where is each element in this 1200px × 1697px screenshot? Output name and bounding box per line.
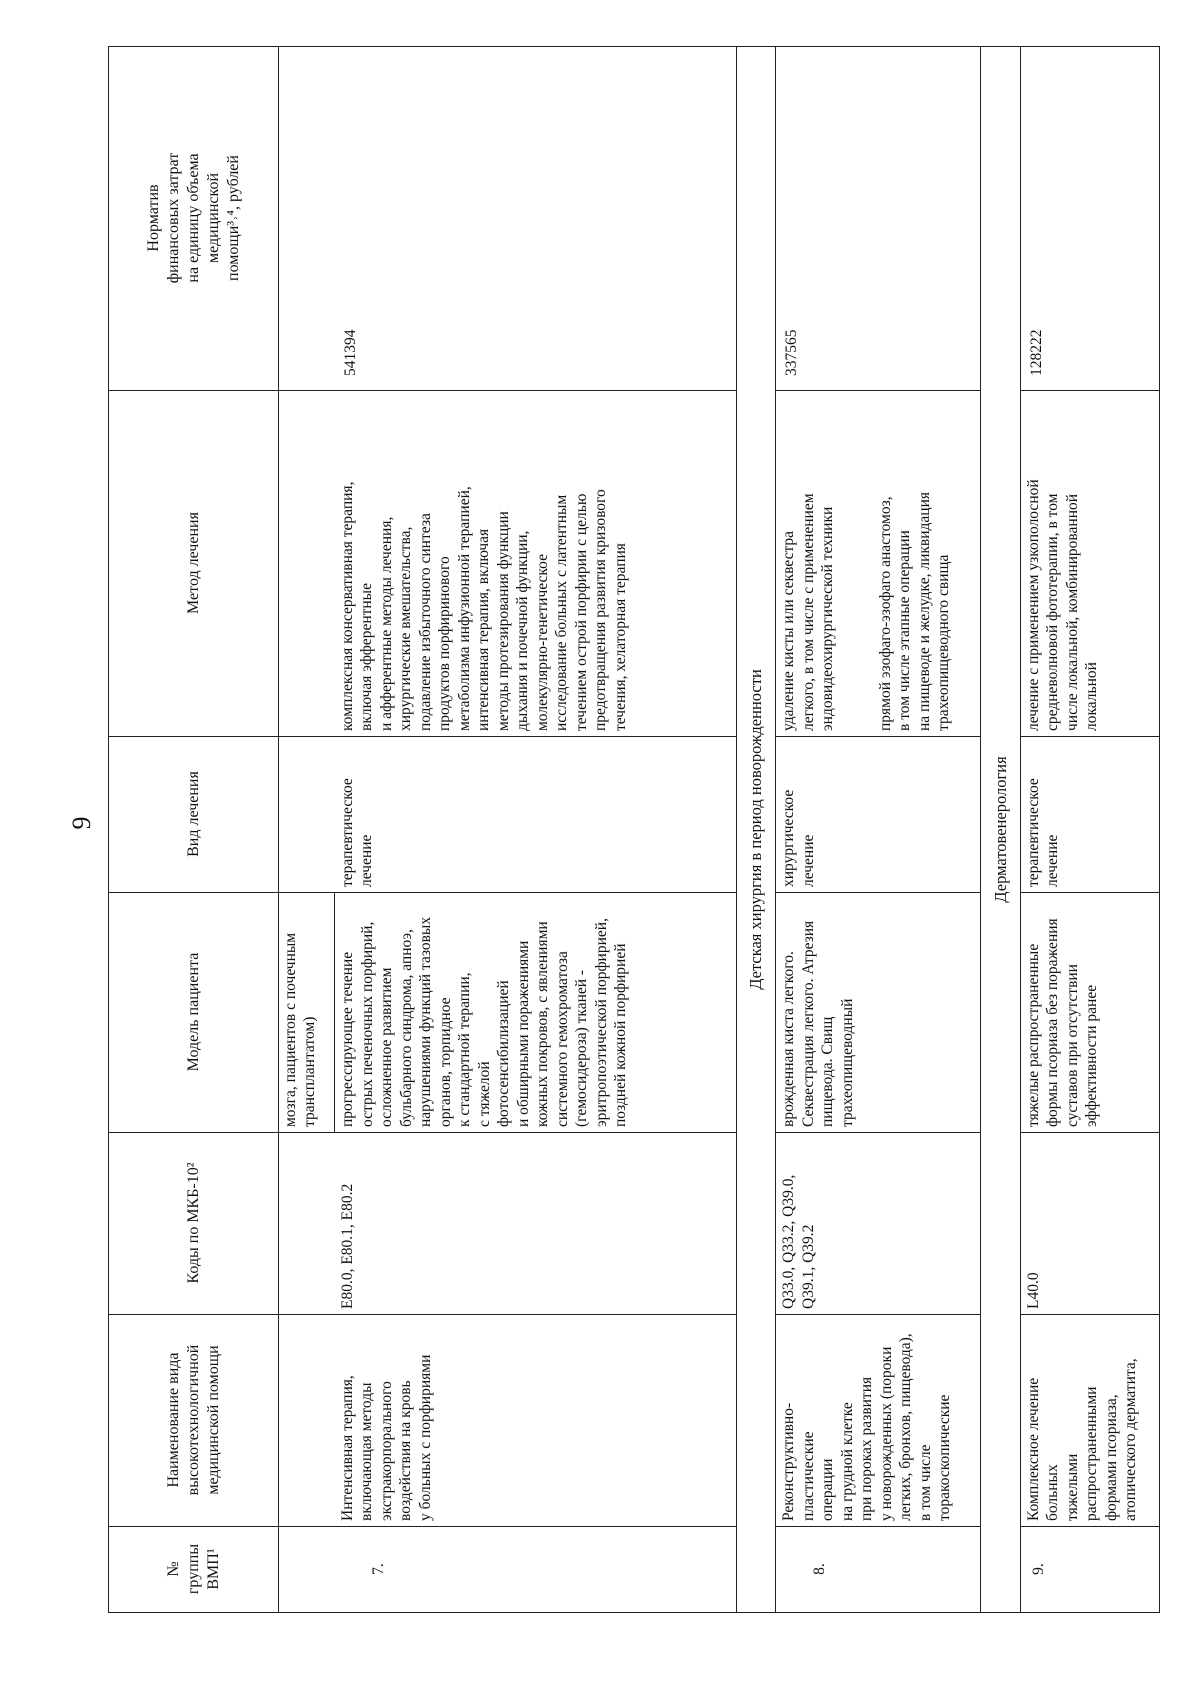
row7-group-no: 7. <box>335 1527 736 1613</box>
section-title-newborn: Детская хирургия в период новорожденности <box>736 47 776 1613</box>
row7-model: прогрессирующее течение острых печеночных порфирий, осложненное развитием бульбарного синдрома, апноэ, нарушениями функций тазовых органов, торпидное к стандартной терапии, с тяжелой фотосенсибилизацией и обширными поражениями кожных покровов, с явлениями системного гемохроматоза (гемосидероза) тканей - эритропоэтической порфирией, поздней кожной порфирией <box>335 893 736 1133</box>
table-row-7 <box>335 47 736 1613</box>
row7-cost: 541394 <box>335 47 736 391</box>
table-row-9 <box>1020 47 1159 1613</box>
header-group-no: № группы ВМП¹ <box>109 1527 279 1613</box>
header-method: Метод лечения <box>109 391 279 737</box>
table-row-8 <box>776 47 981 1613</box>
row8-method-b: прямой эзофаго-эзофаго анастомоз, в том числе этапные операции на пищеводе и желудке, ликвидация трахеопищеводного свища <box>876 492 953 731</box>
row9-name: Комплексное лечение больных тяжелыми распространенными формами псориаза, атопического дерматита, <box>1020 1315 1159 1527</box>
header-name: Наименование вида высокотехнологичной медицинской помощи <box>109 1315 279 1527</box>
row9-cost: 128222 <box>1020 47 1159 391</box>
header-cost: Норматив финансовых затрат на единицу объема медицинской помощи³˒⁴, рублей <box>109 47 279 391</box>
section-row-derm <box>981 47 1021 1613</box>
vmp-table <box>108 46 1160 1613</box>
row7-codes: E80.0, E80.1, E80.2 <box>335 1133 736 1315</box>
row8-group-no: 8. <box>776 1527 981 1613</box>
row8-cost: 337565 <box>776 47 981 391</box>
continuation-model: мозга, пациентов с почечным трансплантатом) <box>278 893 335 1133</box>
row8-model: врожденная киста легкого. Секвестрация легкого. Атрезия пищевода. Свищ трахеопищеводный <box>776 893 981 1133</box>
row7-name: Интенсивная терапия, включающая методы экстракорпорального воздействия на кровь у больных с порфириями <box>335 1315 736 1527</box>
page-number: 9 <box>67 816 96 830</box>
row8-name: Реконструктивно-пластические операции на грудной клетке при пороках развития у новорожденных (пороки легких, бронхов, пищевода), в том числе торакоскопические <box>776 1315 981 1527</box>
row9-model: тяжелые распространенные формы псориаза без поражения суставов при отсутствии эффективности ранее <box>1020 893 1159 1133</box>
row8-method-a: удаление кисты или секвестра легкого, в том числе с применением эндовидеохирургической техники <box>780 493 837 731</box>
continuation-row <box>278 47 335 1613</box>
header-model: Модель пациента <box>109 893 279 1133</box>
row8-method <box>776 391 981 737</box>
row9-kind: терапевтическое лечение <box>1020 737 1159 893</box>
rotated-page <box>108 47 1160 1613</box>
row7-method: комплексная консервативная терапия, включая эфферентные и афферентные методы лечения, хирургические вмешательства, подавление избыточного синтеза продуктов порфиринового метаболизма инфузионной терапией, интенсивная терапия, включая методы протезирования функции дыхания и почечной функции, молекулярно-генетическое исследование больных с латентным течением острой порфирии с целью предотвращения развития кризового течения, хелаторная терапия <box>335 391 736 737</box>
header-kind: Вид лечения <box>109 737 279 893</box>
row9-codes: L40.0 <box>1020 1133 1159 1315</box>
header-row <box>109 47 279 1613</box>
row9-method: лечение с применением узкополосной средневолновой фототерапии, в том числе локальной, комбинированной локальной <box>1020 391 1159 737</box>
row8-kind: хирургическое лечение <box>776 737 981 893</box>
row9-group-no: 9. <box>1020 1527 1159 1613</box>
section-row-newborn <box>736 47 776 1613</box>
row8-codes: Q33.0, Q33.2, Q39.0, Q39.1, Q39.2 <box>776 1133 981 1315</box>
section-title-derm: Дерматовенерология <box>981 47 1021 1613</box>
row7-kind: терапевтическое лечение <box>335 737 736 893</box>
header-codes: Коды по МКБ-10² <box>109 1133 279 1315</box>
